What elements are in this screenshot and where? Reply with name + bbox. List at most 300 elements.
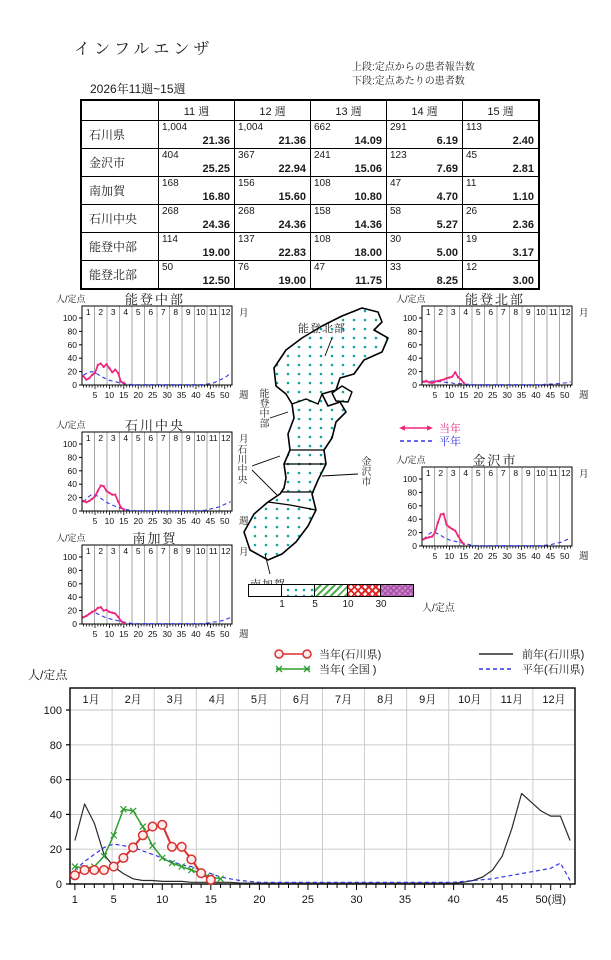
svg-text:3: 3 xyxy=(110,307,116,317)
svg-text:30: 30 xyxy=(502,551,512,560)
svg-text:30: 30 xyxy=(162,390,172,399)
value-cell xyxy=(463,121,540,149)
svg-text:10: 10 xyxy=(444,551,455,560)
map-label-noto-north: 能登北部 xyxy=(298,323,346,335)
value-cell xyxy=(159,205,235,233)
table-header-row xyxy=(81,100,539,121)
small-chart-ishikawa-central xyxy=(54,415,256,525)
svg-text:20: 20 xyxy=(67,366,77,377)
scale-tick-label: 30 xyxy=(375,599,387,610)
svg-text:11: 11 xyxy=(208,546,218,556)
svg-text:50: 50 xyxy=(220,516,230,525)
rate-per-sentinel: 19.00 xyxy=(202,247,230,259)
value-cell xyxy=(159,261,235,290)
svg-text:1月: 1月 xyxy=(82,694,100,706)
svg-text:6: 6 xyxy=(148,307,154,317)
svg-text:1: 1 xyxy=(85,307,91,317)
svg-text:4: 4 xyxy=(123,546,129,556)
region-cell: 金沢市 xyxy=(81,149,159,177)
value-cell xyxy=(387,261,463,290)
svg-text:60: 60 xyxy=(49,774,62,787)
svg-text:10: 10 xyxy=(104,629,115,638)
value-cell xyxy=(159,233,235,261)
report-count: 47 xyxy=(314,262,326,273)
report-count: 76 xyxy=(238,262,250,273)
svg-text:45: 45 xyxy=(205,516,216,525)
rate-per-sentinel: 6.19 xyxy=(436,135,458,147)
small-chart-minami-kaga xyxy=(54,528,256,638)
svg-text:60: 60 xyxy=(407,500,417,511)
svg-text:45: 45 xyxy=(496,894,509,906)
scale-cell-over-30 xyxy=(380,584,414,597)
legend-current-nation-label: 当年( 全国 ) xyxy=(319,663,377,676)
svg-text:12: 12 xyxy=(561,468,571,478)
value-cell xyxy=(159,121,235,149)
rate-per-sentinel: 21.36 xyxy=(202,135,230,147)
svg-text:25: 25 xyxy=(147,390,158,399)
svg-text:4: 4 xyxy=(463,307,469,317)
svg-text:8月: 8月 xyxy=(377,694,395,706)
svg-text:5: 5 xyxy=(92,516,98,525)
scale-cell-below-1 xyxy=(248,584,282,597)
small-chart-plot xyxy=(54,542,256,638)
svg-text:15: 15 xyxy=(459,390,469,399)
table-row xyxy=(81,177,539,205)
report-count: 108 xyxy=(314,234,331,245)
report-count: 114 xyxy=(162,234,178,245)
svg-text:8: 8 xyxy=(513,307,519,317)
svg-text:20: 20 xyxy=(67,605,77,616)
svg-text:5: 5 xyxy=(475,468,481,478)
value-cell xyxy=(235,149,311,177)
table-row xyxy=(81,149,539,177)
current-year-line xyxy=(83,486,123,510)
svg-text:11月: 11月 xyxy=(500,694,524,706)
rate-per-sentinel: 11.75 xyxy=(355,275,382,287)
big-chart-y-unit: 人/定点 xyxy=(28,668,68,682)
report-count: 268 xyxy=(162,206,179,217)
svg-text:12: 12 xyxy=(221,307,231,317)
svg-text:40: 40 xyxy=(191,390,201,399)
svg-text:10: 10 xyxy=(444,390,455,399)
page-title: インフルエンザ xyxy=(74,41,214,58)
svg-text:8: 8 xyxy=(173,307,179,317)
svg-text:2: 2 xyxy=(98,546,104,556)
prefecture-outline xyxy=(244,308,388,560)
svg-text:60: 60 xyxy=(67,465,77,476)
green-x-line-swatch xyxy=(273,663,313,675)
svg-text:2: 2 xyxy=(98,433,104,443)
svg-text:100: 100 xyxy=(402,313,417,323)
note-lower: 下段:定点あたりの患者数 xyxy=(352,76,465,87)
svg-text:8: 8 xyxy=(513,468,519,478)
svg-text:月: 月 xyxy=(239,434,249,445)
scale-tick-label: 1 xyxy=(279,599,285,610)
rate-per-sentinel: 18.00 xyxy=(354,247,382,259)
small-chart-plot xyxy=(394,464,596,560)
rate-per-sentinel: 2.40 xyxy=(512,135,534,147)
report-count: 108 xyxy=(314,178,331,189)
svg-text:80: 80 xyxy=(67,326,77,337)
legend-normal-pref xyxy=(476,661,584,676)
svg-text:月: 月 xyxy=(239,308,249,319)
svg-text:15: 15 xyxy=(119,390,129,399)
chart-title: 能登北部 xyxy=(464,292,525,307)
svg-text:40: 40 xyxy=(67,592,77,603)
svg-text:30: 30 xyxy=(162,516,172,525)
report-count: 168 xyxy=(162,178,179,189)
svg-text:80: 80 xyxy=(407,487,417,498)
svg-text:80: 80 xyxy=(49,739,62,752)
value-cell xyxy=(387,177,463,205)
rate-per-sentinel: 21.36 xyxy=(278,135,306,147)
svg-text:週: 週 xyxy=(579,390,589,399)
region-cell: 能登中部 xyxy=(81,233,159,261)
svg-text:週: 週 xyxy=(239,390,249,399)
small-chart-plot xyxy=(54,429,256,525)
scale-unit: 人/定点 xyxy=(422,603,455,614)
svg-text:5: 5 xyxy=(92,390,98,399)
svg-text:45: 45 xyxy=(205,629,216,638)
svg-text:45: 45 xyxy=(545,551,556,560)
svg-text:60: 60 xyxy=(67,339,77,350)
svg-text:7: 7 xyxy=(160,546,166,556)
svg-text:10: 10 xyxy=(536,307,546,317)
scale-cell-1-5 xyxy=(281,584,315,597)
small-chart-plot xyxy=(394,303,596,399)
chart-title: 石川中央 xyxy=(124,418,185,433)
period-label: 2026年11週~15週 xyxy=(90,82,186,96)
svg-text:100: 100 xyxy=(62,552,77,562)
svg-text:40: 40 xyxy=(531,551,541,560)
report-count: 367 xyxy=(238,150,255,161)
svg-text:10: 10 xyxy=(104,516,115,525)
svg-text:5: 5 xyxy=(110,894,117,906)
value-cell xyxy=(463,205,540,233)
svg-text:週: 週 xyxy=(579,551,589,560)
rate-per-sentinel: 8.25 xyxy=(436,275,458,287)
svg-text:100: 100 xyxy=(62,313,77,323)
svg-text:2月: 2月 xyxy=(124,694,142,706)
svg-text:5: 5 xyxy=(135,433,141,443)
svg-text:1: 1 xyxy=(85,433,91,443)
svg-text:45: 45 xyxy=(545,390,556,399)
svg-text:20: 20 xyxy=(473,551,483,560)
svg-text:6月: 6月 xyxy=(292,694,311,706)
rate-per-sentinel: 16.80 xyxy=(202,191,230,203)
report-count: 47 xyxy=(390,178,402,189)
report-count: 50 xyxy=(162,262,174,273)
table-row xyxy=(81,205,539,233)
small-chart-noto-central xyxy=(54,289,256,399)
value-cell xyxy=(235,177,311,205)
legend-current-pref-label: 当年(石川県) xyxy=(319,648,382,661)
svg-text:45: 45 xyxy=(205,390,216,399)
svg-text:4月: 4月 xyxy=(208,694,226,706)
svg-text:40: 40 xyxy=(447,894,460,906)
svg-text:1: 1 xyxy=(425,307,431,317)
svg-text:15: 15 xyxy=(119,629,129,638)
chart-title: 金沢市 xyxy=(472,453,518,468)
svg-text:35: 35 xyxy=(176,629,187,638)
table-row xyxy=(81,261,539,290)
svg-text:週: 週 xyxy=(239,516,249,525)
svg-text:30: 30 xyxy=(502,390,512,399)
svg-text:9: 9 xyxy=(525,307,531,317)
svg-text:25: 25 xyxy=(147,629,158,638)
svg-text:3: 3 xyxy=(110,433,116,443)
svg-text:5: 5 xyxy=(92,629,98,638)
value-cell xyxy=(235,233,311,261)
svg-text:8: 8 xyxy=(173,433,179,443)
svg-text:20: 20 xyxy=(133,516,143,525)
svg-text:7: 7 xyxy=(160,307,166,317)
svg-text:5: 5 xyxy=(432,551,438,560)
svg-text:7: 7 xyxy=(500,307,506,317)
small-chart-noto-north xyxy=(394,289,596,399)
report-count: 30 xyxy=(390,234,402,245)
y-axis-unit: 人/定点 xyxy=(56,533,86,543)
svg-text:9: 9 xyxy=(185,307,191,317)
report-count: 11 xyxy=(466,178,477,189)
svg-text:100: 100 xyxy=(43,705,62,717)
svg-text:10: 10 xyxy=(196,307,206,317)
svg-text:1: 1 xyxy=(85,546,91,556)
svg-text:100: 100 xyxy=(402,474,417,484)
svg-text:25: 25 xyxy=(301,894,315,906)
map-label-noto-central: 能登中部 xyxy=(257,388,268,428)
value-cell xyxy=(311,233,387,261)
svg-text:35: 35 xyxy=(176,516,187,525)
svg-text:20: 20 xyxy=(407,366,417,377)
svg-text:20: 20 xyxy=(49,844,62,857)
rate-per-sentinel: 2.36 xyxy=(512,219,534,231)
svg-text:11: 11 xyxy=(548,468,558,478)
week-header: 11 週 xyxy=(159,100,235,121)
week-header: 13 週 xyxy=(311,100,387,121)
report-count: 404 xyxy=(162,150,179,161)
y-axis-unit: 人/定点 xyxy=(396,455,426,465)
table-corner-cell xyxy=(81,100,159,121)
legend-previous-pref xyxy=(476,646,584,661)
value-cell xyxy=(387,121,463,149)
legend-current-pref xyxy=(273,646,381,661)
svg-text:12月: 12月 xyxy=(542,694,566,706)
black-line-swatch xyxy=(476,648,516,660)
report-count: 123 xyxy=(390,150,407,161)
svg-text:6: 6 xyxy=(148,546,154,556)
value-cell xyxy=(387,149,463,177)
svg-text:50: 50 xyxy=(220,629,230,638)
value-cell xyxy=(311,149,387,177)
rate-per-sentinel: 24.36 xyxy=(202,219,230,231)
svg-text:11: 11 xyxy=(208,433,218,443)
svg-text:週: 週 xyxy=(239,629,249,638)
svg-text:0: 0 xyxy=(72,380,77,390)
report-count: 156 xyxy=(238,178,255,189)
svg-text:12: 12 xyxy=(221,546,231,556)
value-cell xyxy=(311,177,387,205)
y-axis-unit: 人/定点 xyxy=(56,294,86,304)
svg-text:0: 0 xyxy=(55,879,62,891)
svg-text:8: 8 xyxy=(173,546,179,556)
ishikawa-prefecture-map xyxy=(230,298,410,598)
map-svg xyxy=(230,298,410,598)
svg-text:6: 6 xyxy=(148,433,154,443)
legend-normal-label: 平年 xyxy=(439,435,461,448)
rate-per-sentinel: 22.94 xyxy=(278,163,306,175)
value-cell xyxy=(159,149,235,177)
y-axis-unit: 人/定点 xyxy=(396,294,426,304)
value-cell xyxy=(159,177,235,205)
svg-text:50: 50 xyxy=(560,551,570,560)
rate-per-sentinel: 3.00 xyxy=(512,275,534,287)
region-cell: 石川中央 xyxy=(81,205,159,233)
svg-text:15: 15 xyxy=(204,894,217,906)
svg-text:80: 80 xyxy=(407,326,417,337)
map-label-ishikawa-central: 石川中央 xyxy=(235,444,246,484)
svg-text:9: 9 xyxy=(185,546,191,556)
rate-per-sentinel: 19.00 xyxy=(278,275,306,287)
svg-text:10: 10 xyxy=(196,546,206,556)
svg-text:20: 20 xyxy=(133,390,143,399)
rate-per-sentinel: 12.50 xyxy=(202,275,230,287)
scale-tick-label: 10 xyxy=(342,599,354,610)
rate-per-sentinel: 5.27 xyxy=(436,219,458,231)
value-cell xyxy=(311,261,387,290)
svg-text:0: 0 xyxy=(412,380,417,390)
svg-text:6: 6 xyxy=(488,307,494,317)
svg-text:100: 100 xyxy=(62,439,77,449)
report-count: 58 xyxy=(390,206,402,217)
legend-normal-pref-label: 平年(石川県) xyxy=(522,663,585,676)
svg-text:30: 30 xyxy=(350,894,363,906)
svg-text:0: 0 xyxy=(72,506,77,516)
svg-text:9月: 9月 xyxy=(419,694,437,706)
svg-text:20: 20 xyxy=(133,629,143,638)
report-count: 137 xyxy=(238,234,255,245)
value-cell xyxy=(463,233,540,261)
svg-text:3: 3 xyxy=(110,546,116,556)
scale-tick-label: 5 xyxy=(312,599,318,610)
week-header: 12 週 xyxy=(235,100,311,121)
svg-text:5: 5 xyxy=(135,546,141,556)
svg-text:20: 20 xyxy=(253,894,266,906)
scale-cell-5-10 xyxy=(314,584,348,597)
svg-text:25: 25 xyxy=(487,390,498,399)
svg-text:4: 4 xyxy=(123,433,129,443)
svg-text:80: 80 xyxy=(67,565,77,576)
svg-text:2: 2 xyxy=(98,307,104,317)
svg-text:40: 40 xyxy=(67,479,77,490)
svg-text:6: 6 xyxy=(488,468,494,478)
small-chart-plot xyxy=(54,303,256,399)
svg-text:9: 9 xyxy=(185,433,191,443)
rate-per-sentinel: 1.10 xyxy=(512,191,534,203)
value-cell xyxy=(311,205,387,233)
svg-text:0: 0 xyxy=(72,619,77,629)
value-cell xyxy=(235,261,311,290)
svg-text:20: 20 xyxy=(67,492,77,503)
report-count: 33 xyxy=(390,262,402,273)
svg-text:月: 月 xyxy=(239,547,249,558)
rate-per-sentinel: 15.60 xyxy=(278,191,306,203)
red-circle-line-swatch xyxy=(273,648,313,660)
region-cell: 南加賀 xyxy=(81,177,159,205)
svg-text:35: 35 xyxy=(516,390,527,399)
svg-text:20: 20 xyxy=(407,527,417,538)
svg-text:2: 2 xyxy=(438,307,444,317)
report-count: 291 xyxy=(390,122,407,133)
svg-text:35: 35 xyxy=(398,894,412,906)
svg-text:12: 12 xyxy=(561,307,571,317)
region-cell: 石川県 xyxy=(81,121,159,149)
svg-text:4: 4 xyxy=(123,307,129,317)
svg-text:40: 40 xyxy=(191,629,201,638)
svg-text:2: 2 xyxy=(438,468,444,478)
svg-text:50: 50 xyxy=(560,390,570,399)
report-count: 26 xyxy=(466,206,478,217)
small-chart-kanazawa xyxy=(394,450,596,560)
table-notes xyxy=(352,61,475,89)
rate-per-sentinel: 5.00 xyxy=(436,247,458,259)
report-count: 662 xyxy=(314,122,331,133)
chart-title: 能登中部 xyxy=(124,292,185,307)
svg-text:40: 40 xyxy=(67,353,77,364)
report-count: 19 xyxy=(466,234,478,245)
svg-text:7: 7 xyxy=(160,433,166,443)
svg-text:0: 0 xyxy=(412,541,417,551)
svg-text:1: 1 xyxy=(71,894,78,906)
rate-per-sentinel: 4.70 xyxy=(436,191,458,203)
prefecture-nation-chart xyxy=(20,646,605,951)
region-cell: 能登北部 xyxy=(81,261,159,290)
legend-current-label: 当年 xyxy=(439,422,461,435)
value-cell xyxy=(463,177,540,205)
note-upper: 上段:定点からの患者報告数 xyxy=(352,62,475,73)
rate-per-sentinel: 7.69 xyxy=(436,163,458,175)
svg-text:40: 40 xyxy=(407,353,417,364)
svg-text:3: 3 xyxy=(450,307,456,317)
svg-text:11: 11 xyxy=(208,307,218,317)
svg-text:40: 40 xyxy=(49,809,62,822)
week-header: 14 週 xyxy=(387,100,463,121)
intensity-scale-bar xyxy=(248,584,478,614)
y-axis-unit: 人/定点 xyxy=(56,420,86,430)
big-chart-plot xyxy=(20,684,605,944)
svg-text:9: 9 xyxy=(525,468,531,478)
svg-text:60: 60 xyxy=(67,578,77,589)
value-cell xyxy=(387,233,463,261)
legend-previous-pref-label: 前年(石川県) xyxy=(522,648,585,661)
chart-title: 南加賀 xyxy=(132,531,178,546)
svg-text:50(週): 50(週) xyxy=(535,894,567,906)
svg-text:5: 5 xyxy=(135,307,141,317)
svg-text:10: 10 xyxy=(536,468,546,478)
value-cell xyxy=(235,121,311,149)
svg-text:12: 12 xyxy=(221,433,231,443)
table-row xyxy=(81,121,539,149)
rate-per-sentinel: 22.83 xyxy=(278,247,306,259)
svg-text:35: 35 xyxy=(176,390,187,399)
value-cell xyxy=(311,121,387,149)
svg-text:5月: 5月 xyxy=(250,694,268,706)
report-count: 45 xyxy=(466,150,478,161)
svg-text:3月: 3月 xyxy=(166,694,184,706)
svg-text:50: 50 xyxy=(220,390,230,399)
svg-text:5: 5 xyxy=(475,307,481,317)
rate-per-sentinel: 14.36 xyxy=(354,219,382,231)
